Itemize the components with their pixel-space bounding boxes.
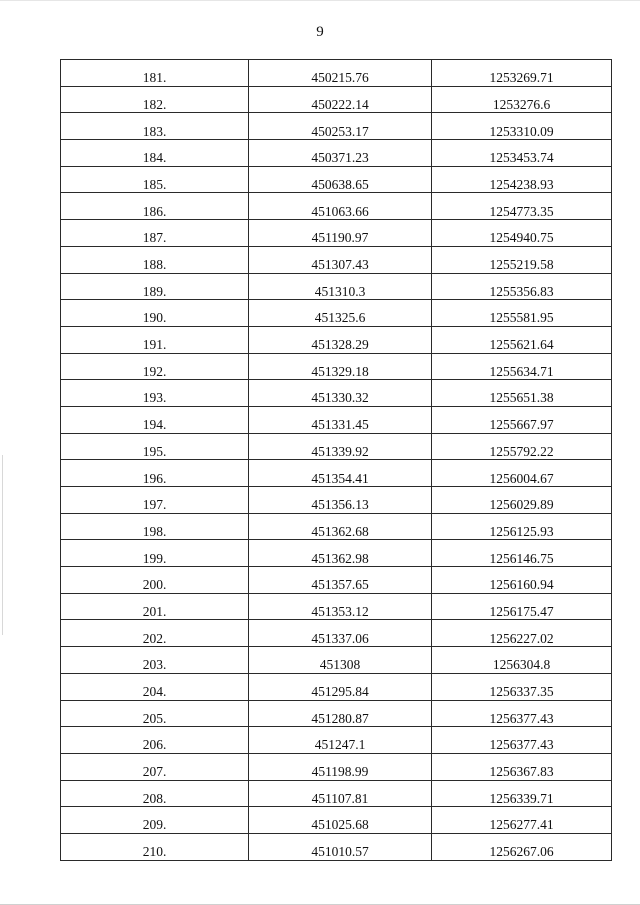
point-number-cell: 191. <box>61 326 249 353</box>
table-row <box>61 487 612 514</box>
y-coordinate-cell: 1255651.38 <box>432 380 612 407</box>
x-coordinate-cell: 451308 <box>249 647 432 674</box>
y-coordinate-cell: 1256175.47 <box>432 593 612 620</box>
table-row <box>61 460 612 487</box>
point-number-cell: 186. <box>61 193 249 220</box>
x-coordinate-cell: 451325.6 <box>249 300 432 327</box>
x-coordinate-cell: 451329.18 <box>249 353 432 380</box>
table-row <box>61 673 612 700</box>
y-coordinate-cell: 1256004.67 <box>432 460 612 487</box>
x-coordinate-cell: 451337.06 <box>249 620 432 647</box>
table-row <box>61 166 612 193</box>
y-coordinate-cell: 1256160.94 <box>432 567 612 594</box>
point-number-cell: 183. <box>61 113 249 140</box>
table-row <box>61 246 612 273</box>
point-number-cell: 192. <box>61 353 249 380</box>
x-coordinate-cell: 450215.76 <box>249 60 432 87</box>
table-row <box>61 60 612 87</box>
table-row <box>61 406 612 433</box>
x-coordinate-cell: 450222.14 <box>249 86 432 113</box>
x-coordinate-cell: 451357.65 <box>249 567 432 594</box>
point-number-cell: 205. <box>61 700 249 727</box>
x-coordinate-cell: 450638.65 <box>249 166 432 193</box>
point-number-cell: 199. <box>61 540 249 567</box>
table-row <box>61 433 612 460</box>
y-coordinate-cell: 1253453.74 <box>432 140 612 167</box>
point-number-cell: 204. <box>61 673 249 700</box>
y-coordinate-cell: 1255634.71 <box>432 353 612 380</box>
point-number-cell: 197. <box>61 487 249 514</box>
y-coordinate-cell: 1255667.97 <box>432 406 612 433</box>
y-coordinate-cell: 1253310.09 <box>432 113 612 140</box>
x-coordinate-cell: 451362.98 <box>249 540 432 567</box>
x-coordinate-cell: 451310.3 <box>249 273 432 300</box>
point-number-cell: 189. <box>61 273 249 300</box>
table-row <box>61 300 612 327</box>
table-row <box>61 833 612 860</box>
y-coordinate-cell: 1256029.89 <box>432 487 612 514</box>
point-number-cell: 201. <box>61 593 249 620</box>
point-number-cell: 208. <box>61 780 249 807</box>
table-row <box>61 220 612 247</box>
y-coordinate-cell: 1256377.43 <box>432 700 612 727</box>
x-coordinate-cell: 451063.66 <box>249 193 432 220</box>
table-row <box>61 700 612 727</box>
table-row <box>61 620 612 647</box>
x-coordinate-cell: 451328.29 <box>249 326 432 353</box>
table-row <box>61 513 612 540</box>
table-row <box>61 567 612 594</box>
coordinates-table-body <box>61 60 612 861</box>
x-coordinate-cell: 451107.81 <box>249 780 432 807</box>
y-coordinate-cell: 1256337.35 <box>432 673 612 700</box>
y-coordinate-cell: 1253269.71 <box>432 60 612 87</box>
x-coordinate-cell: 451362.68 <box>249 513 432 540</box>
table-row <box>61 647 612 674</box>
page-top-edge <box>0 0 640 1</box>
x-coordinate-cell: 451353.12 <box>249 593 432 620</box>
point-number-cell: 202. <box>61 620 249 647</box>
point-number-cell: 209. <box>61 807 249 834</box>
point-number-cell: 194. <box>61 406 249 433</box>
point-number-cell: 185. <box>61 166 249 193</box>
point-number-cell: 198. <box>61 513 249 540</box>
table-row <box>61 593 612 620</box>
point-number-cell: 181. <box>61 60 249 87</box>
x-coordinate-cell: 451247.1 <box>249 727 432 754</box>
x-coordinate-cell: 451354.41 <box>249 460 432 487</box>
y-coordinate-cell: 1256146.75 <box>432 540 612 567</box>
x-coordinate-cell: 451190.97 <box>249 220 432 247</box>
point-number-cell: 196. <box>61 460 249 487</box>
y-coordinate-cell: 1254773.35 <box>432 193 612 220</box>
x-coordinate-cell: 451025.68 <box>249 807 432 834</box>
page-number: 9 <box>316 24 324 40</box>
x-coordinate-cell: 451280.87 <box>249 700 432 727</box>
table-row <box>61 780 612 807</box>
point-number-cell: 206. <box>61 727 249 754</box>
y-coordinate-cell: 1253276.6 <box>432 86 612 113</box>
point-number-cell: 207. <box>61 753 249 780</box>
y-coordinate-cell: 1256267.06 <box>432 833 612 860</box>
x-coordinate-cell: 451307.43 <box>249 246 432 273</box>
table-row <box>61 353 612 380</box>
table-row <box>61 273 612 300</box>
point-number-cell: 195. <box>61 433 249 460</box>
coordinates-table <box>60 59 612 861</box>
scan-edge-mark <box>2 455 3 635</box>
y-coordinate-cell: 1256277.41 <box>432 807 612 834</box>
table-row <box>61 326 612 353</box>
y-coordinate-cell: 1254940.75 <box>432 220 612 247</box>
table-row <box>61 753 612 780</box>
table-row <box>61 193 612 220</box>
x-coordinate-cell: 451330.32 <box>249 380 432 407</box>
point-number-cell: 203. <box>61 647 249 674</box>
x-coordinate-cell: 451339.92 <box>249 433 432 460</box>
x-coordinate-cell: 451356.13 <box>249 487 432 514</box>
point-number-cell: 200. <box>61 567 249 594</box>
point-number-cell: 184. <box>61 140 249 167</box>
y-coordinate-cell: 1256367.83 <box>432 753 612 780</box>
table-row <box>61 86 612 113</box>
table-row <box>61 380 612 407</box>
y-coordinate-cell: 1255356.83 <box>432 273 612 300</box>
y-coordinate-cell: 1255581.95 <box>432 300 612 327</box>
table-row <box>61 727 612 754</box>
table-row <box>61 540 612 567</box>
y-coordinate-cell: 1256377.43 <box>432 727 612 754</box>
point-number-cell: 190. <box>61 300 249 327</box>
y-coordinate-cell: 1256304.8 <box>432 647 612 674</box>
point-number-cell: 182. <box>61 86 249 113</box>
y-coordinate-cell: 1256339.71 <box>432 780 612 807</box>
table-row <box>61 807 612 834</box>
table-row <box>61 113 612 140</box>
x-coordinate-cell: 450371.23 <box>249 140 432 167</box>
y-coordinate-cell: 1255792.22 <box>432 433 612 460</box>
x-coordinate-cell: 451198.99 <box>249 753 432 780</box>
point-number-cell: 193. <box>61 380 249 407</box>
point-number-cell: 210. <box>61 833 249 860</box>
y-coordinate-cell: 1255621.64 <box>432 326 612 353</box>
x-coordinate-cell: 450253.17 <box>249 113 432 140</box>
point-number-cell: 188. <box>61 246 249 273</box>
y-coordinate-cell: 1255219.58 <box>432 246 612 273</box>
y-coordinate-cell: 1256227.02 <box>432 620 612 647</box>
y-coordinate-cell: 1254238.93 <box>432 166 612 193</box>
y-coordinate-cell: 1256125.93 <box>432 513 612 540</box>
point-number-cell: 187. <box>61 220 249 247</box>
x-coordinate-cell: 451295.84 <box>249 673 432 700</box>
x-coordinate-cell: 451331.45 <box>249 406 432 433</box>
x-coordinate-cell: 451010.57 <box>249 833 432 860</box>
table-row <box>61 140 612 167</box>
